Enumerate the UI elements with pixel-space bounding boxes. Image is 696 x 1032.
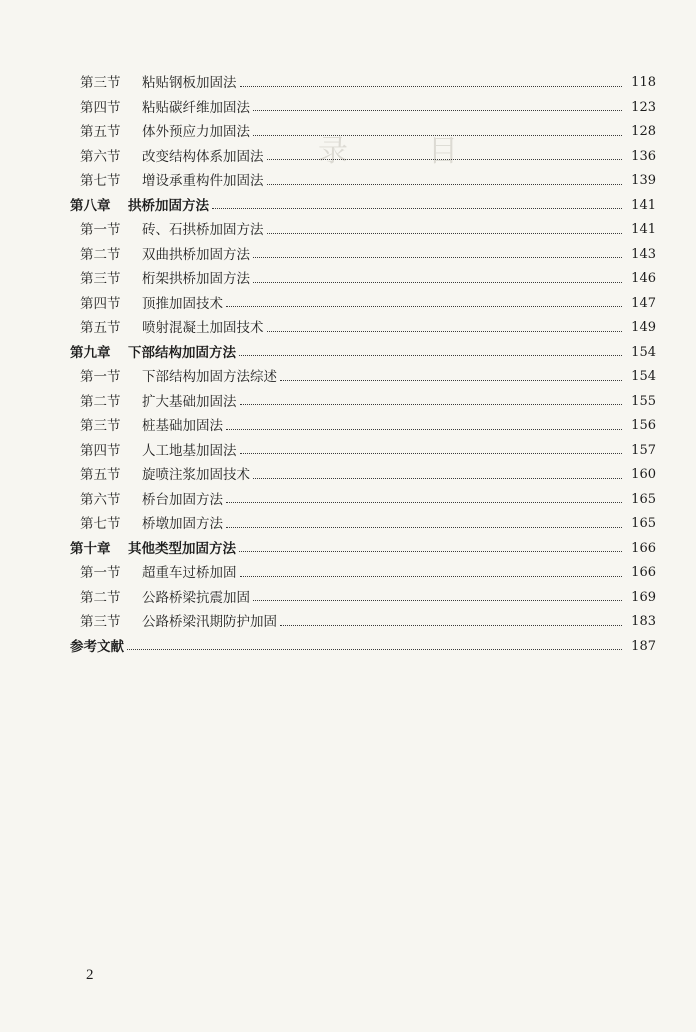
toc-entry-label xyxy=(0,96,250,120)
toc-entry-label xyxy=(0,169,264,193)
toc-entry-page: 149 xyxy=(631,320,656,336)
toc-entry-label xyxy=(0,586,250,610)
bleed-through-mark: 录 xyxy=(318,134,348,169)
toc-section-row xyxy=(0,145,696,170)
toc-section-row xyxy=(0,414,696,439)
toc-entry-number: 第三节 xyxy=(80,614,121,631)
toc-entry-title: 砖、石拱桥加固方法 xyxy=(142,222,264,239)
dot-leader xyxy=(240,404,623,405)
toc-entry-number: 第七节 xyxy=(80,173,121,190)
dot-leader xyxy=(240,576,623,577)
toc-entry-label xyxy=(0,145,264,169)
toc-entry-page: 128 xyxy=(631,124,656,140)
toc-entry-page: 169 xyxy=(631,589,656,605)
toc-entry-title: 喷射混凝土加固技术 xyxy=(142,320,264,337)
toc-section-row xyxy=(0,512,696,537)
toc-entry-number: 第十章 xyxy=(70,540,111,557)
toc-entry-number: 第五节 xyxy=(80,124,121,141)
toc-entry-page: 154 xyxy=(631,344,656,360)
toc-entry-title: 粘贴碳纤维加固法 xyxy=(142,99,250,116)
dot-leader xyxy=(239,551,622,552)
toc-entry-title: 桥台加固方法 xyxy=(142,491,223,508)
toc-entry-title: 改变结构体系加固法 xyxy=(142,148,264,165)
dot-leader xyxy=(239,355,622,356)
toc-entry-label xyxy=(0,488,223,512)
toc-entry-page: 123 xyxy=(631,99,656,115)
toc-entry-title: 下部结构加固方法综述 xyxy=(142,369,277,386)
toc-section-row xyxy=(0,463,696,488)
page-number: 2 xyxy=(86,967,94,983)
toc-entry-page: 146 xyxy=(631,271,656,287)
toc-entry-number: 第八章 xyxy=(70,197,111,214)
toc-section-row xyxy=(0,316,696,341)
toc-entry-title: 桩基础加固法 xyxy=(142,418,223,435)
toc-entry-number: 第三节 xyxy=(80,271,121,288)
toc-section-row xyxy=(0,267,696,292)
toc-entry-number: 第一节 xyxy=(80,222,121,239)
toc-entry-label xyxy=(0,463,250,487)
toc-entry-page: 141 xyxy=(631,197,656,213)
toc-entry-title: 公路桥梁抗震加固 xyxy=(142,589,250,606)
toc-entry-title: 顶推加固技术 xyxy=(142,295,223,312)
toc-entry-number: 第二节 xyxy=(80,246,121,263)
toc-section-row xyxy=(0,610,696,635)
toc-section-row xyxy=(0,561,696,586)
toc-entry-label xyxy=(0,561,237,585)
toc-entry-label xyxy=(0,292,223,316)
toc-entry-page: 118 xyxy=(631,75,656,91)
toc-entry-title: 公路桥梁汛期防护加固 xyxy=(142,614,277,631)
toc-entry-number: 第六节 xyxy=(80,148,121,165)
dot-leader xyxy=(280,625,622,626)
toc-entry-label xyxy=(0,120,250,144)
toc-entry-label xyxy=(0,316,264,340)
toc-entry-label xyxy=(0,243,250,267)
toc-entry-number: 第三节 xyxy=(80,418,121,435)
toc-section-row xyxy=(0,365,696,390)
toc-entry-number: 第五节 xyxy=(80,320,121,337)
dot-leader xyxy=(253,135,622,136)
toc-entry-number: 第二节 xyxy=(80,589,121,606)
toc-entry-number: 第四节 xyxy=(80,295,121,312)
toc-chapter-row xyxy=(0,635,696,660)
toc-section-row xyxy=(0,292,696,317)
dot-leader xyxy=(212,208,622,209)
toc-chapter-row xyxy=(0,341,696,366)
toc-entry-page: 141 xyxy=(631,222,656,238)
toc-entry-page: 157 xyxy=(631,442,656,458)
dot-leader xyxy=(267,331,623,332)
toc-section-row xyxy=(0,71,696,96)
toc-entry-title: 人工地基加固法 xyxy=(142,442,237,459)
dot-leader xyxy=(267,184,623,185)
toc-entry-label xyxy=(0,537,236,561)
toc-entry-page: 165 xyxy=(631,516,656,532)
toc-entry-page: 160 xyxy=(631,467,656,483)
toc-section-row xyxy=(0,169,696,194)
dot-leader xyxy=(127,649,622,650)
toc-entry-title: 旋喷注浆加固技术 xyxy=(142,467,250,484)
toc-entry-title: 双曲拱桥加固方法 xyxy=(142,246,250,263)
toc-section-row xyxy=(0,488,696,513)
toc-entry-number: 第七节 xyxy=(80,516,121,533)
toc-entry-number: 第二节 xyxy=(80,393,121,410)
toc-entry-label xyxy=(0,414,223,438)
toc-entry-title: 增设承重构件加固法 xyxy=(142,173,264,190)
toc-entry-number: 第四节 xyxy=(80,99,121,116)
toc-section-row xyxy=(0,96,696,121)
dot-leader xyxy=(240,453,623,454)
toc-entry-page: 136 xyxy=(631,148,656,164)
toc-entry-number: 第一节 xyxy=(80,565,121,582)
dot-leader xyxy=(253,110,622,111)
toc-entry-title: 超重车过桥加固 xyxy=(142,565,237,582)
dot-leader xyxy=(253,257,622,258)
toc-entry-label xyxy=(0,194,209,218)
toc-entry-page: 183 xyxy=(631,614,656,630)
toc-entry-title: 桥墩加固方法 xyxy=(142,516,223,533)
toc-entry-title: 粘贴钢板加固法 xyxy=(142,75,237,92)
toc-chapter-row xyxy=(0,194,696,219)
dot-leader xyxy=(253,600,622,601)
toc-entry-number: 第五节 xyxy=(80,467,121,484)
toc-entry-page: 165 xyxy=(631,491,656,507)
toc-entry-page: 166 xyxy=(631,565,656,581)
dot-leader xyxy=(267,233,623,234)
toc-entry-title: 体外预应力加固法 xyxy=(142,124,250,141)
toc-entry-number: 第三节 xyxy=(80,75,121,92)
dot-leader xyxy=(226,306,622,307)
toc-entry-label xyxy=(0,218,264,242)
toc-entry-title: 参考文献 xyxy=(70,638,124,655)
toc-section-row xyxy=(0,120,696,145)
toc-section-row xyxy=(0,390,696,415)
toc-entry-number: 第六节 xyxy=(80,491,121,508)
bleed-through-mark: 目 xyxy=(428,134,458,169)
toc-entry-page: 155 xyxy=(631,393,656,409)
toc-entry-label xyxy=(0,267,250,291)
dot-leader xyxy=(253,478,622,479)
dot-leader xyxy=(226,502,622,503)
toc-entry-label xyxy=(0,512,223,536)
dot-leader xyxy=(253,282,622,283)
dot-leader xyxy=(280,380,622,381)
toc-entry-label xyxy=(0,71,237,95)
dot-leader xyxy=(267,159,623,160)
toc-entry-page: 139 xyxy=(631,173,656,189)
toc-entry-title: 拱桥加固方法 xyxy=(128,197,209,214)
toc-entry-page: 143 xyxy=(631,246,656,262)
toc-entry-title: 扩大基础加固法 xyxy=(142,393,237,410)
toc-chapter-row xyxy=(0,537,696,562)
toc-section-row xyxy=(0,218,696,243)
toc-entry-label xyxy=(0,439,237,463)
toc-entry-number: 第九章 xyxy=(70,344,111,361)
toc-entry-page: 156 xyxy=(631,418,656,434)
toc-entry-title: 桁架拱桥加固方法 xyxy=(142,271,250,288)
toc-entry-page: 147 xyxy=(631,295,656,311)
toc-entry-title: 其他类型加固方法 xyxy=(128,540,236,557)
toc-section-row xyxy=(0,439,696,464)
toc-entry-label xyxy=(0,341,236,365)
toc-entry-number: 第四节 xyxy=(80,442,121,459)
toc-entry-label xyxy=(0,610,277,634)
toc-section-row xyxy=(0,243,696,268)
dot-leader xyxy=(226,429,622,430)
toc-section-row xyxy=(0,586,696,611)
toc-entry-label xyxy=(0,365,277,389)
toc-entry-title: 下部结构加固方法 xyxy=(128,344,236,361)
toc-entry-page: 187 xyxy=(631,638,656,654)
toc-entry-label xyxy=(0,390,237,414)
dot-leader xyxy=(240,86,623,87)
toc-entry-page: 154 xyxy=(631,369,656,385)
toc-entry-page: 166 xyxy=(631,540,656,556)
dot-leader xyxy=(226,527,622,528)
table-of-contents xyxy=(0,71,696,659)
toc-entry-number: 第一节 xyxy=(80,369,121,386)
toc-entry-label xyxy=(0,635,124,659)
